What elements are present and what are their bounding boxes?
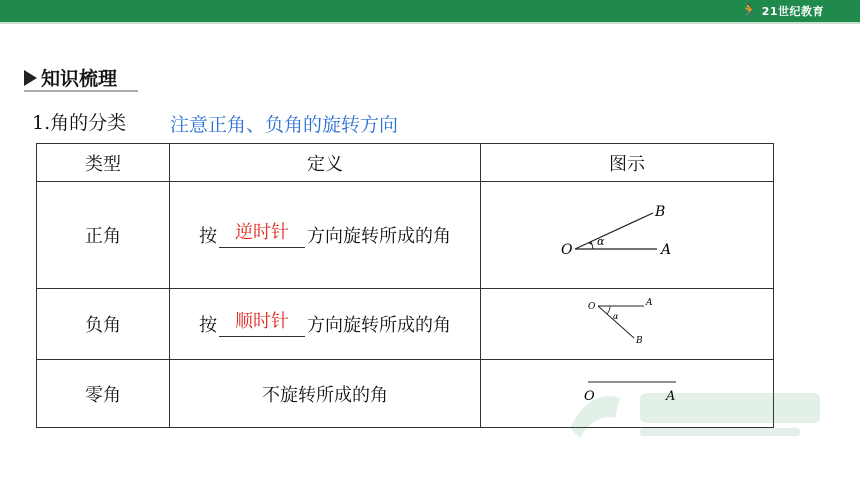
row-definition: 不旋转所成的角 bbox=[170, 360, 481, 428]
row-type: 零角 bbox=[37, 360, 170, 428]
table-row bbox=[37, 182, 774, 289]
def-prefix: 按 bbox=[199, 315, 217, 336]
label-a: A bbox=[646, 297, 653, 308]
label-o: O bbox=[584, 389, 595, 404]
header-type: 类型 bbox=[37, 144, 170, 182]
negative-angle-figure bbox=[582, 294, 672, 350]
row-type: 负角 bbox=[37, 289, 170, 360]
row-figure bbox=[481, 360, 774, 428]
header-bar bbox=[0, 0, 860, 22]
answer-text: 逆时针 bbox=[235, 222, 289, 243]
note-text: 注意正角、负角的旋转方向 bbox=[170, 114, 399, 136]
label-a: A bbox=[666, 389, 676, 404]
triangle-bullet-icon bbox=[24, 70, 37, 86]
def-suffix: 方向旋转所成的角 bbox=[307, 226, 451, 247]
ray-ob bbox=[598, 306, 634, 338]
def-suffix: 方向旋转所成的角 bbox=[307, 315, 451, 336]
positive-angle-figure bbox=[557, 203, 697, 263]
label-b: B bbox=[636, 335, 643, 346]
answer-blank bbox=[219, 222, 305, 248]
section-header bbox=[24, 64, 117, 91]
label-o: O bbox=[588, 301, 596, 312]
brand-logo bbox=[741, 3, 824, 19]
answer-blank bbox=[219, 311, 305, 337]
table-row bbox=[37, 360, 774, 428]
row-definition bbox=[170, 289, 481, 360]
label-o: O bbox=[561, 241, 573, 258]
runner-icon: 🏃 bbox=[741, 3, 758, 19]
angle-arc bbox=[607, 306, 610, 314]
row-figure bbox=[481, 182, 774, 289]
row-figure bbox=[481, 289, 774, 360]
header-definition: 定义 bbox=[170, 144, 481, 182]
row-type: 正角 bbox=[37, 182, 170, 289]
ray-ob bbox=[575, 213, 653, 249]
zero-angle-figure bbox=[572, 374, 682, 408]
label-alpha: α bbox=[613, 311, 619, 321]
brand-logo-text: 21世纪教育 bbox=[761, 5, 824, 18]
table-header-row bbox=[37, 144, 774, 182]
header-figure: 图示 bbox=[481, 144, 774, 182]
answer-text: 顺时针 bbox=[235, 311, 289, 332]
label-a: A bbox=[661, 241, 672, 258]
label-alpha: α bbox=[597, 234, 605, 248]
section-underline bbox=[24, 90, 138, 92]
header-stripe bbox=[0, 22, 860, 24]
row-definition bbox=[170, 182, 481, 289]
section-title: 知识梳理 bbox=[41, 68, 118, 90]
table-row bbox=[37, 289, 774, 360]
angle-classification-table bbox=[36, 143, 774, 428]
subhead: 1.角的分类 bbox=[32, 112, 127, 134]
def-prefix: 按 bbox=[199, 226, 217, 247]
label-b: B bbox=[655, 203, 666, 220]
